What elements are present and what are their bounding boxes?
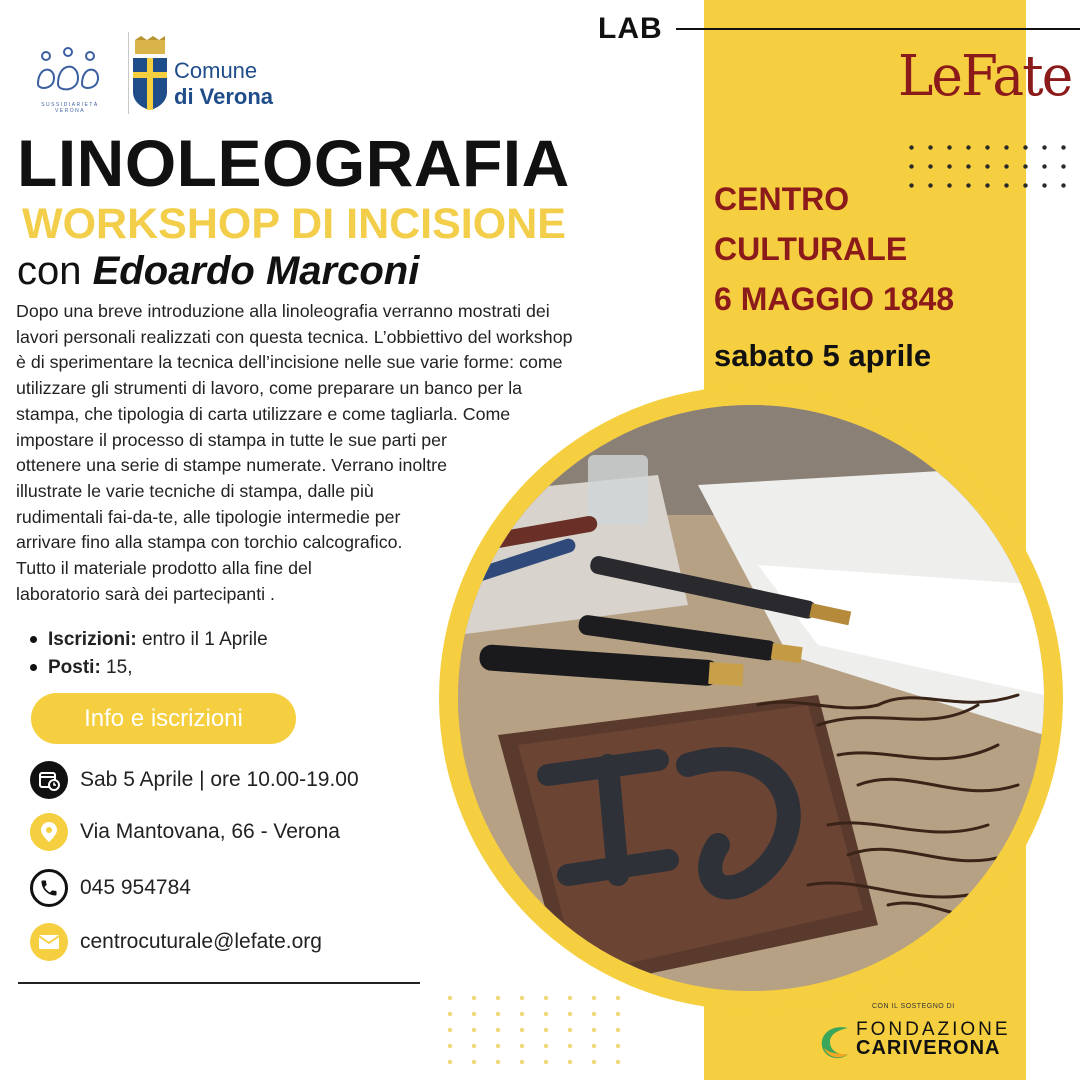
- partner-logos: [20, 22, 294, 118]
- workshop-photo: [458, 405, 1044, 991]
- with-label: con: [17, 249, 82, 293]
- event-date: sabato 5 aprile: [714, 338, 932, 373]
- venue-line: 6 MAGGIO 1848: [714, 281, 955, 317]
- description-line: impostare il processo di stampa in tutte le sue parti per: [16, 429, 447, 450]
- contact-address: [30, 813, 340, 851]
- logo-divider: [128, 32, 129, 114]
- description-line: laboratorio sarà dei partecipanti .: [16, 583, 275, 604]
- map-pin-icon: [30, 813, 68, 851]
- email-text[interactable]: centrocuturale@lefate.org: [80, 930, 322, 953]
- date-text: Sab 5 Aprile | ore 10.00-19.00: [80, 768, 359, 791]
- registration-value: entro il 1 Aprile: [136, 629, 268, 650]
- verona-crest-icon: [132, 36, 168, 110]
- list-item-registration: [30, 626, 268, 654]
- workshop-title: LINOLEOGRAFIA: [17, 126, 570, 200]
- description-line: è di sperimentare la tecnica dell’incisione nelle sue varie forme: come: [16, 352, 563, 373]
- description-line: Tutto il materiale prodotto alla fine del: [16, 558, 312, 579]
- description-line: illustrate le varie tecniche di stampa, dalle più: [16, 480, 374, 501]
- sussidiarieta-text: SUSSIDIARIETÀ VERONA: [41, 102, 99, 114]
- lefate-logo: LeFate: [898, 44, 1072, 109]
- address-text: Via Mantovana, 66 - Verona: [80, 820, 340, 843]
- contact-phone: [30, 869, 191, 907]
- sussidiarieta-logo-icon: [34, 44, 102, 104]
- lab-divider: [676, 28, 1080, 30]
- workshop-subtitle: WORKSHOP DI INCISIONE: [22, 200, 566, 248]
- venue-line: CENTRO: [714, 181, 850, 217]
- phone-text[interactable]: 045 954784: [80, 876, 191, 899]
- lab-label: LAB: [598, 12, 663, 45]
- comune-line1: Comune: [174, 58, 258, 83]
- list-item-seats: [30, 654, 268, 682]
- footer-divider: [18, 982, 420, 984]
- contact-email: [30, 923, 322, 961]
- sponsor-intro: CON IL SOSTEGNO DI: [872, 1003, 955, 1010]
- phone-icon: [30, 869, 68, 907]
- description-line: ottenere una serie di stampe numerate. Verrano inoltre: [16, 455, 447, 476]
- description-line: stampa, che tipologia di carta utilizzare e come tagliarla. Come: [16, 403, 511, 424]
- sponsor-line2: CARIVERONA: [856, 1037, 1001, 1059]
- description-line: utilizzare gli strumenti di lavoro, come preparare un banco per la: [16, 378, 523, 399]
- calendar-clock-icon: [30, 761, 68, 799]
- mail-icon: [30, 923, 68, 961]
- venue-name: [714, 174, 954, 324]
- teacher-name: Edoardo Marconi: [92, 249, 420, 293]
- decorative-dots-bottom: [438, 990, 628, 1072]
- description-line: Dopo una breve introduzione alla linoleografia verranno mostrati dei: [16, 301, 550, 321]
- contact-date: [30, 761, 359, 799]
- fondazione-logo-icon: [818, 1022, 852, 1062]
- teacher-line: [17, 247, 419, 295]
- venue-line: CULTURALE: [714, 231, 908, 267]
- comune-line2: di Verona: [174, 84, 274, 109]
- info-button[interactable]: Info e iscrizioni: [31, 693, 296, 744]
- seats-label: Posti:: [48, 657, 101, 678]
- details-list: [30, 626, 268, 682]
- sponsor-line1: FONDAZIONE: [856, 1019, 1011, 1040]
- linocut-illustration-icon: [458, 405, 1044, 991]
- seats-value: 15,: [100, 657, 133, 678]
- registration-label: Iscrizioni:: [48, 629, 137, 650]
- description-line: rudimentali fai-da-te, alle tipologie intermedie per: [16, 506, 401, 527]
- description-line: lavori personali realizzati con questa tecnica. L’obbiettivo del workshop: [16, 326, 573, 347]
- description-line: arrivare fino alla stampa con torchio calcografico.: [16, 532, 403, 553]
